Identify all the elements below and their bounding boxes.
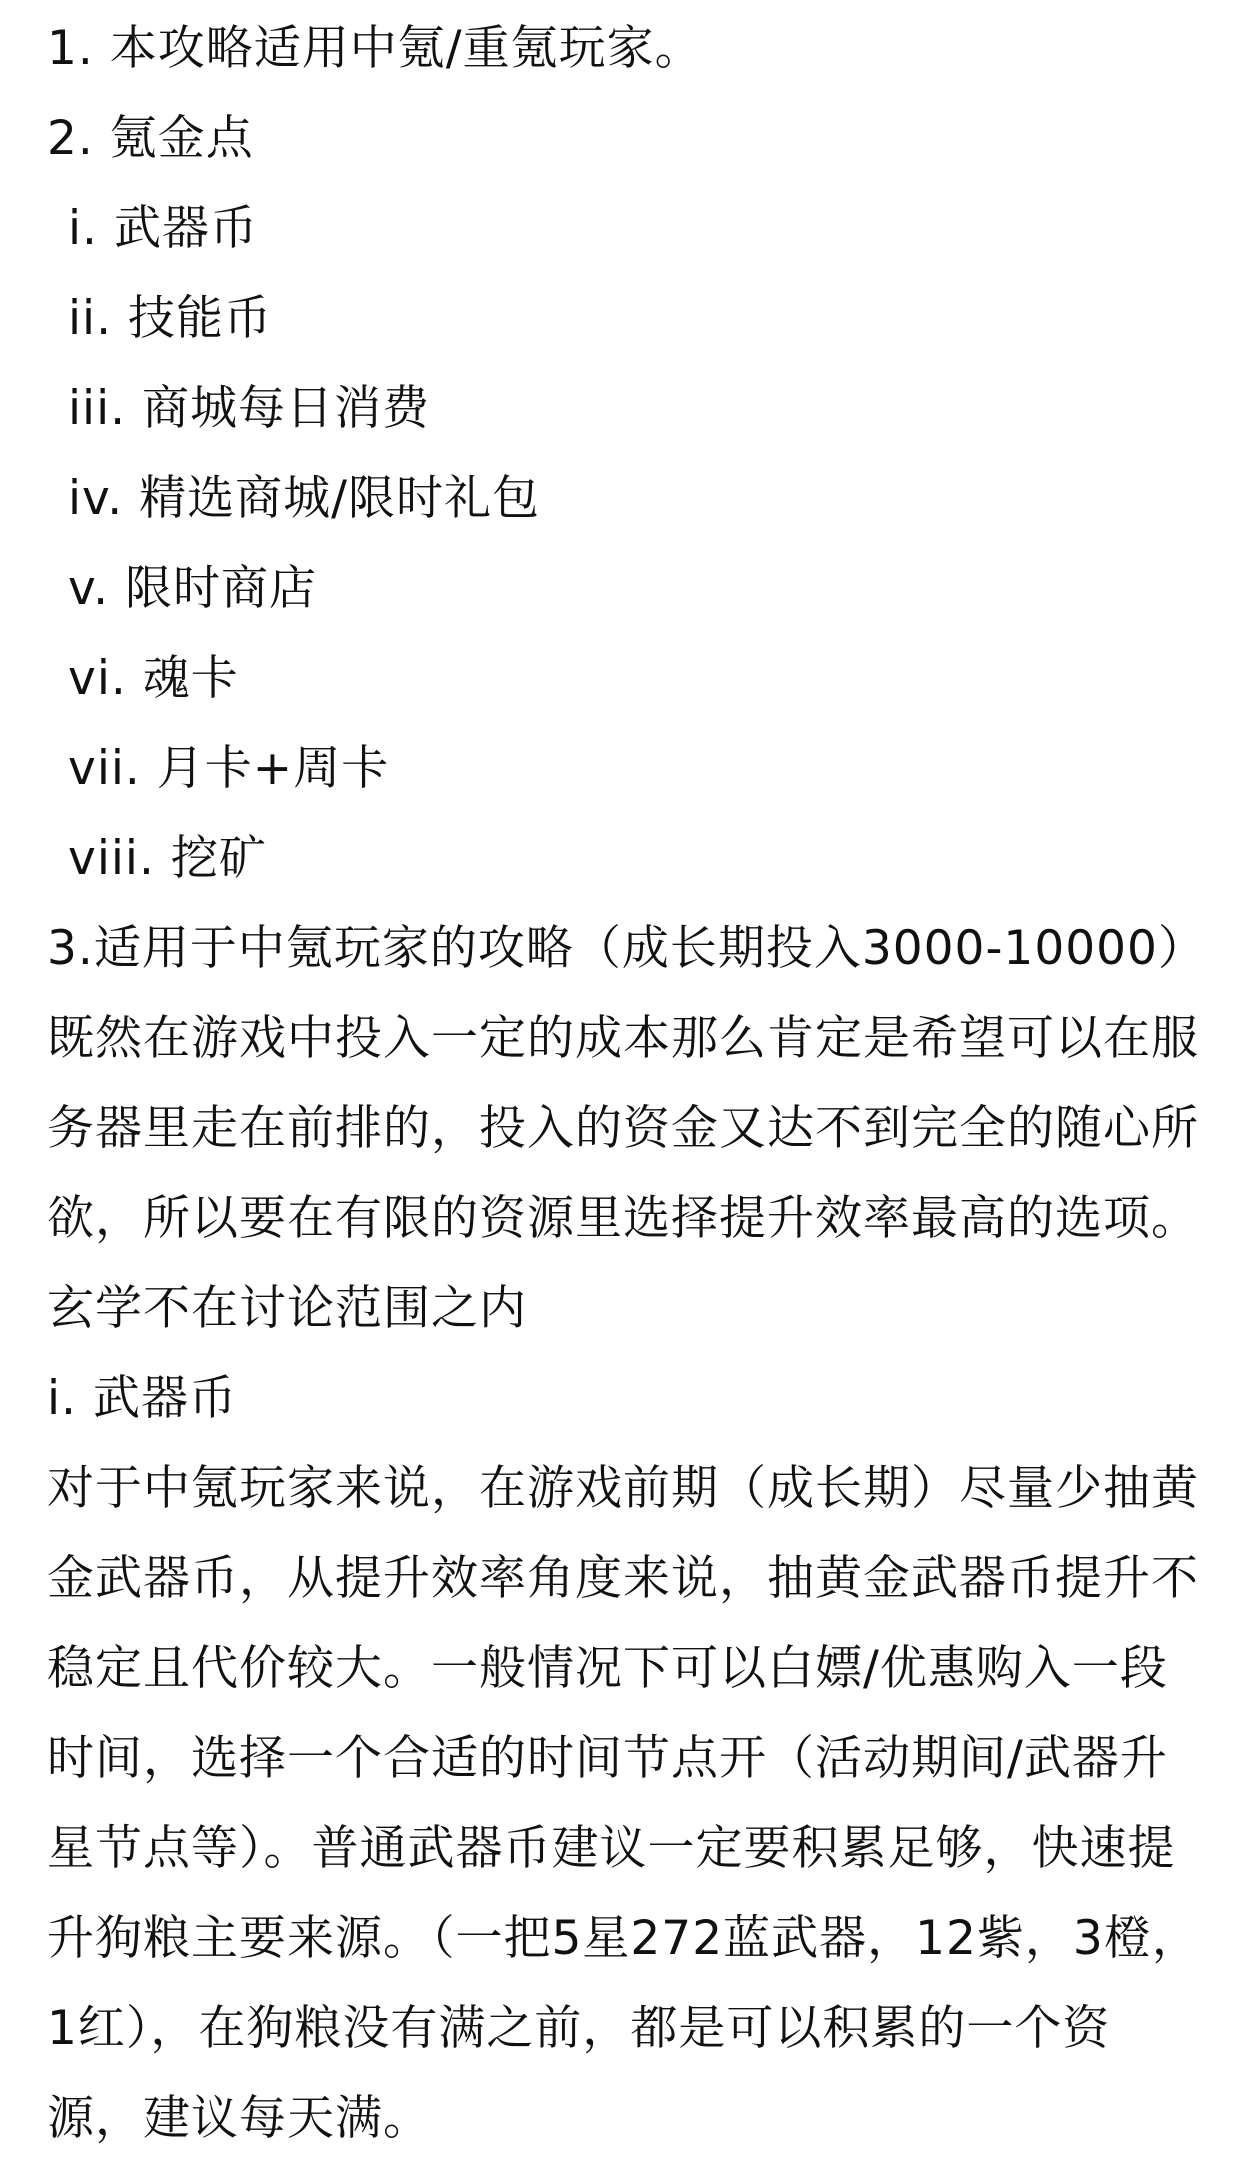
text-line-7: v. 限时商店: [68, 561, 318, 616]
text-line-15: 玄学不在讨论范围之内: [47, 1281, 527, 1336]
text-line-19: 稳定且代价较大。一般情况下可以白嫖/优惠购入一段: [47, 1641, 1168, 1696]
text-line-12: 既然在游戏中投入一定的成本那么肯定是希望可以在服: [47, 1011, 1199, 1066]
text-line-22: 升狗粮主要来源。（一把5星272蓝武器，12紫，3橙，: [47, 1911, 1200, 1966]
text-line-6: iv. 精选商城/限时礼包: [68, 471, 540, 526]
text-line-11: 3.适用于中氪玩家的攻略（成长期投入3000-10000）: [47, 921, 1206, 976]
text-line-3: i. 武器币: [68, 201, 258, 256]
text-line-20: 时间，选择一个合适的时间节点开（活动期间/武器升: [47, 1731, 1168, 1786]
text-line-8: vi. 魂卡: [68, 651, 239, 706]
text-line-2: 2. 氪金点: [47, 111, 254, 166]
text-line-21: 星节点等）。普通武器币建议一定要积累足够，快速提: [47, 1821, 1176, 1876]
text-line-1: 1. 本攻略适用中氪/重氪玩家。: [47, 21, 703, 76]
text-line-4: ii. 技能币: [68, 291, 272, 346]
text-line-16: i. 武器币: [47, 1371, 237, 1426]
text-line-14: 欲，所以要在有限的资源里选择提升效率最高的选项。: [47, 1191, 1199, 1246]
text-line-23: 1红），在狗粮没有满之前，都是可以积累的一个资: [47, 2001, 1111, 2056]
text-line-13: 务器里走在前排的，投入的资金又达不到完全的随心所: [47, 1101, 1199, 1156]
text-line-24: 源，建议每天满。: [47, 2091, 431, 2146]
text-line-18: 金武器币，从提升效率角度来说，抽黄金武器币提升不: [47, 1551, 1199, 1606]
text-line-17: 对于中氪玩家来说，在游戏前期（成长期）尽量少抽黄: [47, 1461, 1199, 1516]
text-line-9: vii. 月卡+周卡: [68, 741, 390, 796]
text-line-5: iii. 商城每日消费: [68, 381, 431, 436]
text-line-10: viii. 挖矿: [68, 831, 267, 886]
